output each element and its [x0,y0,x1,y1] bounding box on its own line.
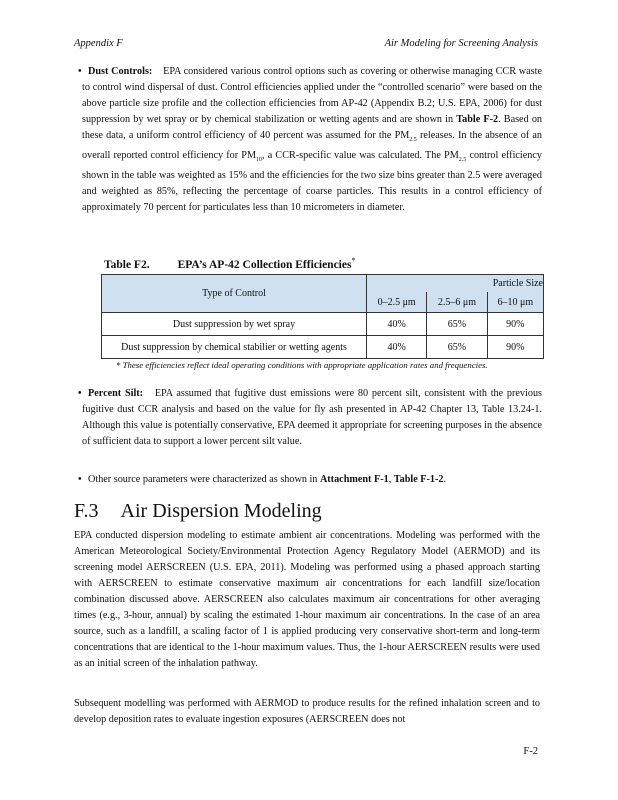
bullet-text-2: . Based on these data, a uniform control efficiency of 40 percent was assumed for the PM [82,114,543,141]
table-footnote: * These efficiencies reflect ideal operating conditions with appropriate application rates and frequencies. [116,360,488,370]
row-label: Dust suppression by wet spray [102,313,367,336]
collection-efficiency-table [101,274,544,359]
table-row [102,313,544,336]
bullet-text: Other source parameters were characterized as shown in [88,474,318,485]
sentence-end: . [443,474,447,485]
table-caption-mark: * [351,256,356,265]
attachment-reference: Attachment F-1 [319,474,389,485]
bullet-heading: Dust Controls: [88,66,153,77]
subscript: 2.5 [409,137,417,144]
bullet-marker: • [78,474,82,485]
running-header-left: Appendix F [74,38,123,49]
subscript: 10 [256,157,263,164]
table-caption [104,256,355,271]
table-cell: 65% [427,336,487,359]
column-header-particle-size: Particle Size [367,275,544,293]
bullet-marker: • [78,388,82,399]
table-reference: Table F-2 [456,114,499,125]
table-cell: 90% [487,313,543,336]
body-paragraph: EPA conducted dispersion modeling to estimate ambient air concentrations. Modeling was performed with the American Meteorological Society/Environmental Protection Agency Regulatory Model (AERMOD) and its screening model AERSCREEN (U.S. EPA, 2011). Modeling was performed using a phased approach starting with AERSCREEN to estimate conservative maximum air concentrations for each landfill size/location combination discussed above. AERSCREEN also calculates maximum air concentrations for other averaging times (e.g., 3-hour, annual) by scaling the estimated 1-hour maximum air concentrations. In the case of an area source, such as a landfill, a scaling factor of 1 is applied producing very conservative short-term and long-term concentrations that are identical to the 1-hour maximum values. Thus, the 1-hour AERSCREEN results were used as an initial screen of the inhalation pathway. [74,530,540,669]
bullet-text: EPA assumed that fugitive dust emissions were 80 percent silt, consistent with the previous fugitive dust CCR analysis and based on the value for fly ash presented in AP-42 Chapter 13, Table 13.24-1. Although this value is potentially conservative, EPA deemed it appropriate for screening purposes in the absence of sufficient data to support a lower percent silt value. [82,388,543,447]
table-cell: 65% [427,313,487,336]
bullet-text-3: releases. In the absence of an overall reported control efficiency for PM [82,130,543,162]
bullet-percent-silt [78,386,543,450]
column-header-size: 2.5–6 μm [427,292,487,313]
bullet-text-5: control efficiency shown in the table was weighted as 15% and the efficiencies for the two size bins greater than 2.5 were averaged and weighted as 85%, reflecting the percentage of coarse particles. This results in a control efficiency of approximately 70 percent for particulates less than 10 micrometers in diameter. [82,150,542,214]
section-number: F.3 [74,500,99,522]
table-cell: 40% [367,313,427,336]
separator: , [388,474,392,485]
column-header-size: 6–10 μm [487,292,543,313]
subscript: 2.5 [458,157,467,164]
table-cell: 40% [367,336,427,359]
column-header-type: Type of Control [102,275,367,313]
bullet-heading: Percent Silt: [88,388,144,399]
table-row [102,336,544,359]
column-header-size: 0–2.5 μm [367,292,427,313]
row-label: Dust suppression by chemical stabilier or wetting agents [102,336,367,359]
bullet-dust-controls [78,64,543,216]
bullet-marker: • [78,66,82,77]
table-reference: Table F-1-2 [393,474,444,485]
table-cell: 90% [487,336,543,359]
body-paragraph: Subsequent modelling was performed with AERMOD to produce results for the refined inhalation screen and to develop deposition rates to evaluate ingestion exposures (AERSCREEN does not [74,698,540,725]
bullet-text: EPA considered various control options such as covering or otherwise managing CCR waste to control wind dispersal of dust. Control efficiencies applied under the “controlled scenario” were based on the above particle size profile and the collection efficiencies from AP-42 (Appendix B.2; U.S. EPA, 2006) for dust suppression by wet spray or by chemical stabilization or wetting agents and are shown in [82,66,543,125]
bullet-source-parameters [78,472,542,488]
bullet-text-4: , a CCR-specific value was calculated. The PM [262,150,459,162]
page-number: F-2 [523,746,538,757]
table-caption-number: Table F2. [104,258,150,271]
section-heading [74,500,322,523]
section-title: Air Dispersion Modeling [120,500,322,522]
running-header-right: Air Modeling for Screening Analysis [384,38,538,49]
table-caption-title: EPA’s AP-42 Collection Efficiencies [177,258,352,271]
